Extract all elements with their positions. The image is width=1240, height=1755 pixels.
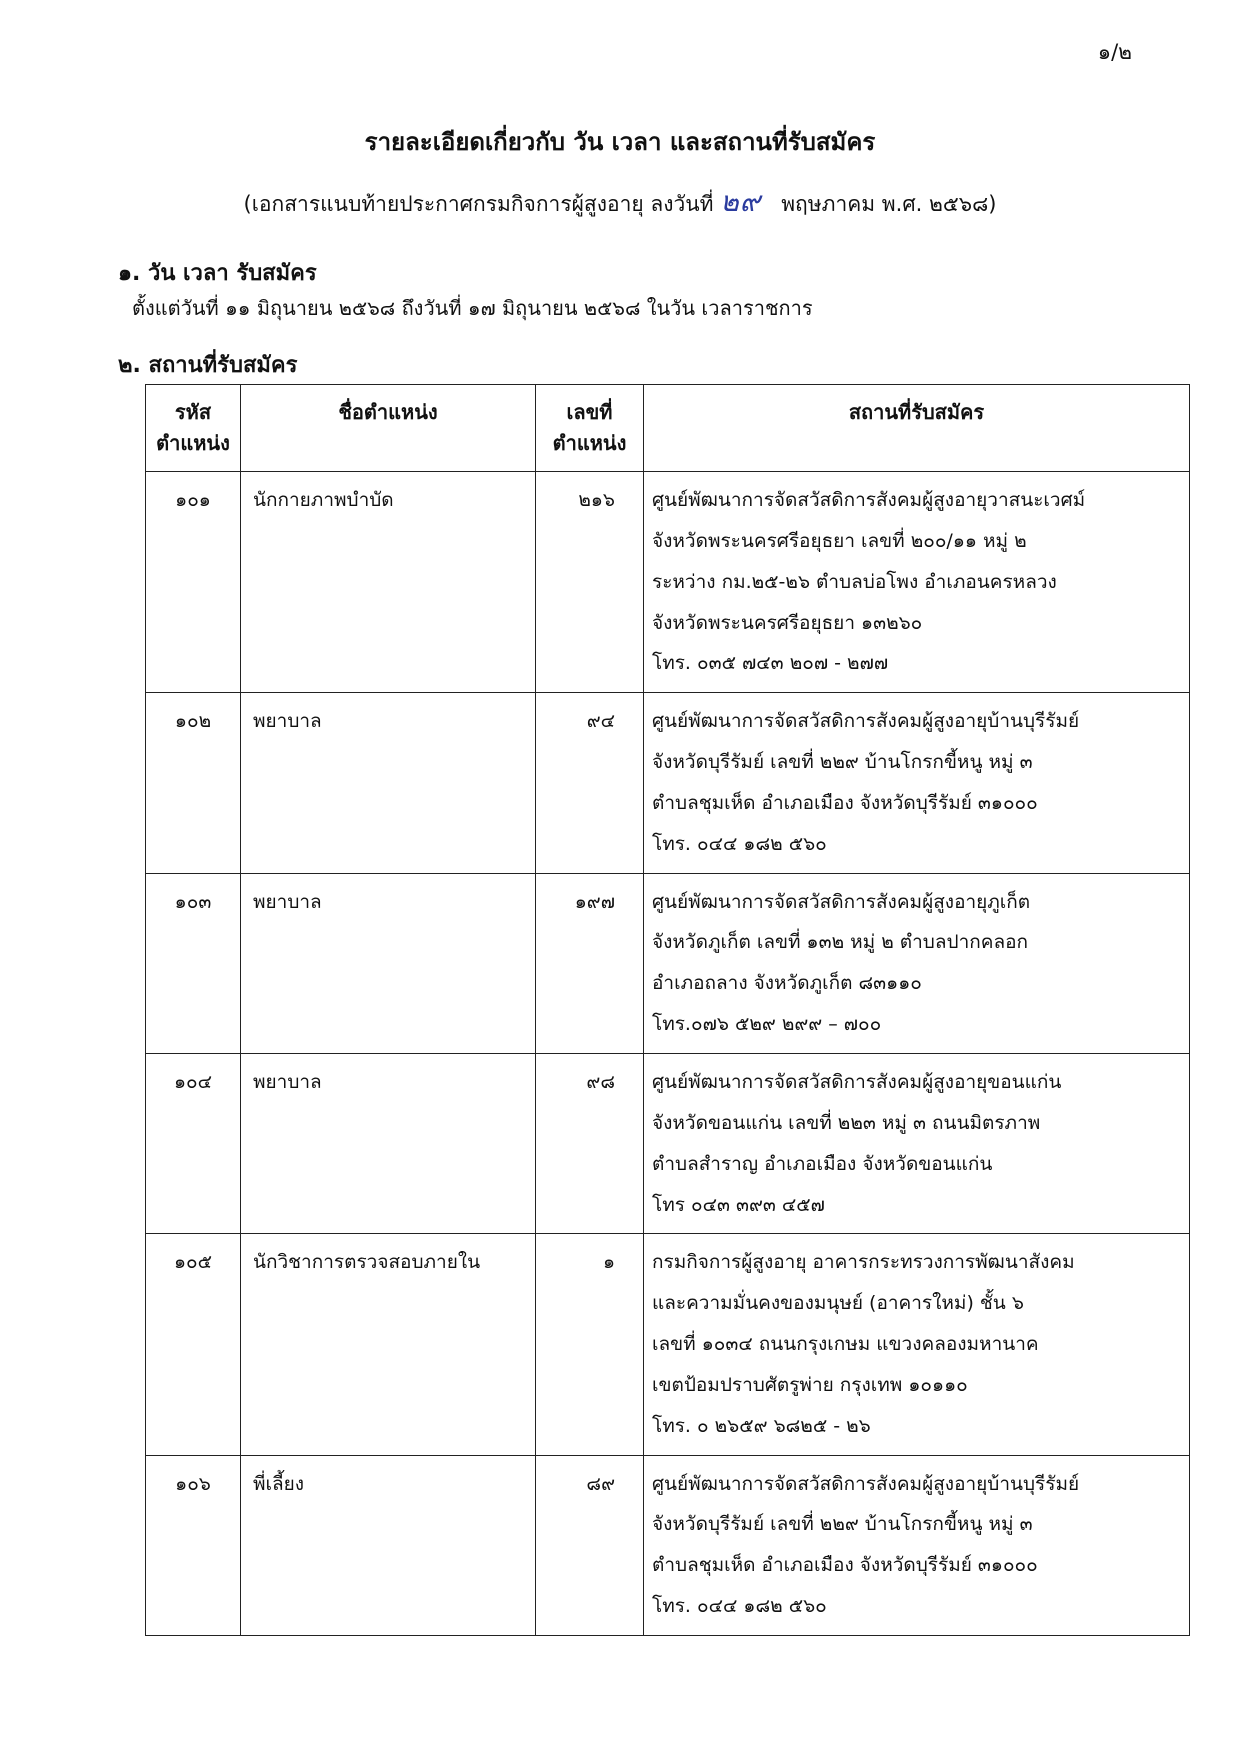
position-number: ๙๘	[536, 1053, 644, 1233]
location-line: ศูนย์พัฒนาการจัดสวัสดิการสังคมผู้สูงอายุภูเก็ต	[652, 890, 1031, 913]
location-line: จังหวัดบุรีรัมย์ เลขที่ ๒๒๙ บ้านโกรกขี้หนู หมู่ ๓	[652, 1513, 1033, 1536]
location-line: จังหวัดบุรีรัมย์ เลขที่ ๒๒๙ บ้านโกรกขี้หนู หมู่ ๓	[652, 751, 1033, 774]
location-line: กรมกิจการผู้สูงอายุ อาคารกระทรวงการพัฒนาสังคม	[652, 1251, 1075, 1274]
location-line: เลขที่ ๑๐๓๔ ถนนกรุงเกษม แขวงคลองมหานาค	[652, 1333, 1039, 1356]
position-number: ๒๑๖	[536, 472, 644, 693]
position-code: ๑๐๑	[146, 472, 241, 693]
position-code: ๑๐๒	[146, 693, 241, 873]
position-code: ๑๐๖	[146, 1455, 241, 1635]
header-code-line: ตำแหน่ง	[156, 431, 230, 455]
location-line: จังหวัดพระนครศรีอยุธยา ๑๓๒๖๐	[652, 611, 923, 634]
section-1-text: ตั้งแต่วันที่ ๑๑ มิถุนายน ๒๕๖๘ ถึงวันที่ ๑๗ มิถุนายน ๒๕๖๘ ในวัน เวลาราชการ	[132, 296, 813, 320]
location-line: โทร.๐๗๖ ๕๒๙ ๒๙๙ – ๗๐๐	[652, 1013, 882, 1036]
position-title: พยาบาล	[241, 693, 536, 873]
header-code	[146, 385, 241, 472]
application-location	[644, 1053, 1190, 1233]
table-row	[146, 1455, 1190, 1635]
subtitle-suffix: พฤษภาคม พ.ศ. ๒๕๖๘)	[781, 192, 997, 216]
location-line: ศูนย์พัฒนาการจัดสวัสดิการสังคมผู้สูงอายุบ้านบุรีรัมย์	[652, 1472, 1080, 1495]
position-title: พยาบาล	[241, 1053, 536, 1233]
table-body	[146, 472, 1190, 1636]
position-code: ๑๐๕	[146, 1234, 241, 1455]
header-code-line: รหัส	[174, 400, 212, 424]
location-line: โทร. ๐๔๔ ๑๘๒ ๕๖๐	[652, 1595, 827, 1618]
positions-table	[145, 384, 1190, 1636]
section-2-heading: ๒. สถานที่รับสมัคร	[118, 353, 298, 378]
section-1-heading: ๑. วัน เวลา รับสมัคร	[118, 261, 317, 286]
position-title: พยาบาล	[241, 873, 536, 1053]
location-line: ตำบลชุมเห็ด อำเภอเมือง จังหวัดบุรีรัมย์ ๓๑๐๐๐	[652, 1554, 1038, 1577]
table-row	[146, 1234, 1190, 1455]
header-number-line: เลขที่	[566, 400, 613, 424]
position-code: ๑๐๔	[146, 1053, 241, 1233]
location-line: ระหว่าง กม.๒๕-๒๖ ตำบลบ่อโพง อำเภอนครหลวง	[652, 570, 1057, 593]
position-title: พี่เลี้ยง	[241, 1455, 536, 1635]
document-subtitle	[0, 180, 1240, 224]
location-line: และความมั่นคงของมนุษย์ (อาคารใหม่) ชั้น ๖	[652, 1292, 1024, 1315]
location-line: โทร ๐๔๓ ๓๙๓ ๔๕๗	[652, 1193, 825, 1216]
handwritten-date: ๒๙	[720, 185, 762, 218]
header-location: สถานที่รับสมัคร	[644, 385, 1190, 472]
table-header-row	[146, 385, 1190, 472]
header-number	[536, 385, 644, 472]
application-location	[644, 472, 1190, 693]
location-line: โทร. ๐ ๒๖๕๙ ๖๘๒๕ - ๒๖	[652, 1414, 871, 1437]
location-line: โทร. ๐๓๕ ๗๔๓ ๒๐๗ - ๒๗๗	[652, 652, 889, 675]
location-line: ศูนย์พัฒนาการจัดสวัสดิการสังคมผู้สูงอายุวาสนะเวศม์	[652, 489, 1086, 511]
location-line: จังหวัดพระนครศรีอยุธยา เลขที่ ๒๐๐/๑๑ หมู่ ๒	[652, 529, 1027, 552]
location-line: อำเภอถลาง จังหวัดภูเก็ต ๘๓๑๑๐	[652, 972, 922, 995]
location-line: ตำบลชุมเห็ด อำเภอเมือง จังหวัดบุรีรัมย์ ๓๑๐๐๐	[652, 791, 1038, 814]
position-title: นักกายภาพบำบัด	[241, 472, 536, 693]
position-number: ๑๙๗	[536, 873, 644, 1053]
header-number-line: ตำแหน่ง	[552, 431, 627, 455]
table-row	[146, 693, 1190, 873]
table-row	[146, 873, 1190, 1053]
position-number: ๙๔	[536, 693, 644, 873]
location-line: ศูนย์พัฒนาการจัดสวัสดิการสังคมผู้สูงอายุขอนแก่น	[652, 1070, 1062, 1093]
document-title: รายละเอียดเกี่ยวกับ วัน เวลา และสถานที่รับสมัคร	[364, 128, 876, 156]
position-code: ๑๐๓	[146, 873, 241, 1053]
position-number: ๑	[536, 1234, 644, 1455]
table-row	[146, 1053, 1190, 1233]
location-line: โทร. ๐๔๔ ๑๘๒ ๕๖๐	[652, 832, 827, 855]
table-row	[146, 472, 1190, 693]
application-location	[644, 693, 1190, 873]
location-line: ศูนย์พัฒนาการจัดสวัสดิการสังคมผู้สูงอายุบ้านบุรีรัมย์	[652, 710, 1080, 733]
application-location	[644, 873, 1190, 1053]
application-location	[644, 1234, 1190, 1455]
header-title: ชื่อตำแหน่ง	[241, 385, 536, 472]
location-line: จังหวัดขอนแก่น เลขที่ ๒๒๓ หมู่ ๓ ถนนมิตรภาพ	[652, 1111, 1041, 1134]
page-number: ๑/๒	[1097, 40, 1132, 64]
position-title: นักวิชาการตรวจสอบภายใน	[241, 1234, 536, 1455]
position-number: ๘๙	[536, 1455, 644, 1635]
subtitle-prefix: (เอกสารแนบท้ายประกาศกรมกิจการผู้สูงอายุ ลงวันที่	[243, 192, 714, 216]
application-location	[644, 1455, 1190, 1635]
location-line: จังหวัดภูเก็ต เลขที่ ๑๓๒ หมู่ ๒ ตำบลปากคลอก	[652, 931, 1029, 954]
location-line: เขตป้อมปราบศัตรูพ่าย กรุงเทพ ๑๐๑๑๐	[652, 1373, 968, 1396]
location-line: ตำบลสำราญ อำเภอเมือง จังหวัดขอนแก่น	[652, 1152, 993, 1175]
